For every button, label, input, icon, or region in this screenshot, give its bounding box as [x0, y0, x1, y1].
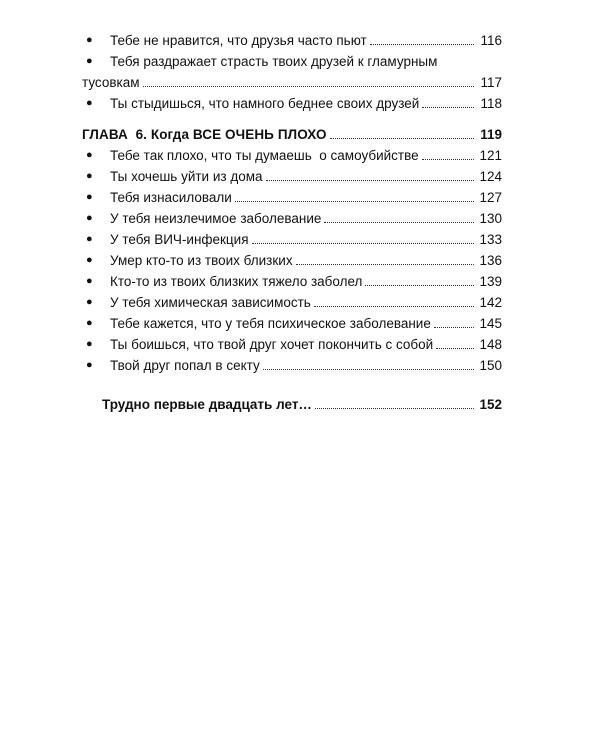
chapter-heading — [82, 124, 502, 145]
toc-entry — [82, 187, 502, 208]
toc-entry-title: Тебе не нравится, что друзья часто пьют — [110, 33, 367, 48]
toc-entry-page: 133 — [479, 232, 502, 247]
toc-entry-page: 136 — [479, 253, 502, 268]
toc-entry — [82, 93, 502, 114]
dot-leader — [422, 159, 474, 160]
dot-leader — [266, 180, 475, 181]
closing-title: Трудно первые двадцать лет… — [102, 397, 312, 412]
dot-leader — [422, 107, 474, 108]
toc-entry-title: У тебя химическая зависимость — [110, 295, 311, 310]
toc-entry-page: 142 — [479, 295, 502, 310]
bullet-icon: ● — [86, 296, 93, 308]
toc-entry-title: Твой друг попал в секту — [110, 358, 260, 373]
bullet-icon: ● — [86, 254, 93, 266]
toc-entry-page: 118 — [480, 96, 502, 111]
toc-entry-page: 117 — [480, 75, 502, 90]
toc-entry — [82, 145, 502, 166]
toc-entry — [82, 271, 502, 292]
toc-entry — [82, 166, 502, 187]
toc-entry-title: Ты стыдишься, что намного беднее своих друзей — [110, 96, 420, 111]
bullet-icon: ● — [86, 170, 93, 182]
toc-entry-page: 139 — [479, 274, 502, 289]
bullet-icon: ● — [86, 97, 93, 109]
toc-entry — [82, 30, 502, 51]
toc-entry-title: Тебя изнасиловали — [110, 190, 232, 205]
table-of-contents — [82, 30, 502, 415]
dot-leader — [324, 222, 474, 223]
toc-entry — [82, 334, 502, 355]
toc-entry — [82, 250, 502, 271]
toc-entry-title: Ты хочешь уйти из дома — [110, 169, 263, 184]
chapter-page: 119 — [480, 127, 502, 142]
toc-entry-title: Тебе кажется, что у тебя психическое заболевание — [110, 316, 431, 331]
bullet-icon: ● — [86, 359, 93, 371]
toc-entry — [82, 51, 502, 72]
dot-leader — [263, 369, 474, 370]
toc-entry-page: 150 — [479, 358, 502, 373]
bullet-icon: ● — [86, 275, 93, 287]
dot-leader — [235, 201, 474, 202]
closing-page: 152 — [479, 397, 502, 412]
toc-entry-title: Тебе так плохо, что ты думаешь о самоубийстве — [110, 148, 419, 163]
toc-entry — [82, 292, 502, 313]
dot-leader — [143, 86, 474, 87]
toc-entry-page: 127 — [479, 190, 502, 205]
toc-entry — [82, 313, 502, 334]
bullet-icon: ● — [86, 338, 93, 350]
toc-entry-page: 130 — [479, 211, 502, 226]
toc-entry-page: 148 — [479, 337, 502, 352]
dot-leader — [315, 408, 474, 409]
toc-entry-title: У тебя неизлечимое заболевание — [110, 211, 322, 226]
toc-entry-title: Тебя раздражает страсть твоих друзей к гламурным — [110, 54, 438, 69]
toc-entry-title-continued: тусовкам — [82, 75, 140, 90]
toc-entry-title: Умер кто-то из твоих близких — [110, 253, 293, 268]
dot-leader — [365, 285, 474, 286]
toc-entry-continuation — [82, 72, 502, 93]
toc-entry-title: Кто-то из твоих близких тяжело заболел — [110, 274, 363, 289]
dot-leader — [434, 327, 474, 328]
chapter-title: ГЛАВА 6. Когда ВСЕ ОЧЕНЬ ПЛОХО — [82, 127, 327, 142]
toc-entry-page: 124 — [479, 169, 502, 184]
dot-leader — [314, 306, 474, 307]
dot-leader — [436, 348, 474, 349]
closing-entry — [82, 394, 502, 415]
toc-entry-title: Ты боишься, что твой друг хочет покончить с собой — [110, 337, 434, 352]
bullet-icon: ● — [86, 149, 93, 161]
dot-leader — [330, 138, 474, 139]
bullet-icon: ● — [86, 212, 93, 224]
toc-entry-title: У тебя ВИЧ-инфекция — [110, 232, 249, 247]
dot-leader — [252, 243, 474, 244]
bullet-icon: ● — [86, 317, 93, 329]
dot-leader — [370, 44, 474, 45]
toc-entry — [82, 208, 502, 229]
toc-entry — [82, 355, 502, 376]
bullet-icon: ● — [86, 34, 93, 46]
bullet-icon: ● — [86, 233, 93, 245]
bullet-icon: ● — [86, 191, 93, 203]
toc-entry-page: 116 — [480, 33, 502, 48]
bullet-icon: ● — [86, 55, 93, 67]
toc-entry — [82, 229, 502, 250]
toc-entry-page: 121 — [479, 148, 502, 163]
toc-entry-page: 145 — [479, 316, 502, 331]
dot-leader — [296, 264, 474, 265]
